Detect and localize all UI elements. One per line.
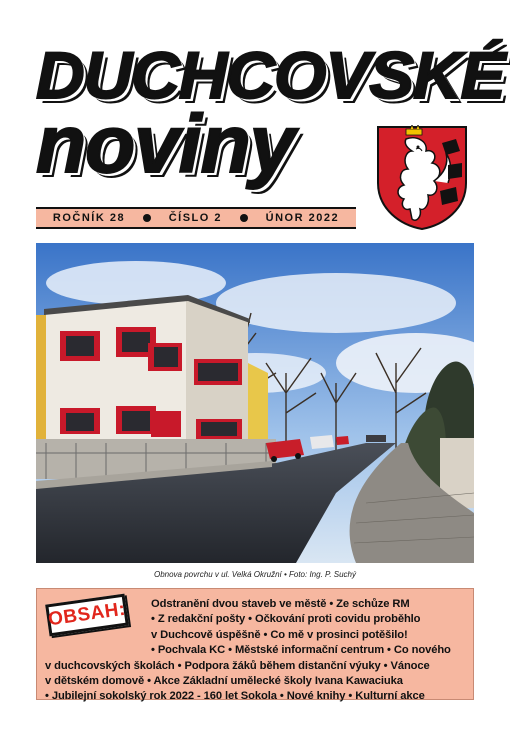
contents-line: v Duchcově úspěšně • Co mě v prosinci potěšilo! [151,628,408,641]
contents-line: • Z redakční pošty • Očkování proti covidu proběhlo [151,613,421,626]
contents-line: v duchcovských školách • Podpora žáků během distanční výuky • Vánoce [45,659,430,672]
cover-photo [36,243,474,563]
issue-number: ČÍSLO 2 [168,212,223,224]
contents-line: • Pochvala KC • Městské informační centrum • Co nového [151,644,451,657]
contents-line: v dětském domově • Akce Základní umělecké školy Ivana Kawaciuka [45,675,403,688]
contents-line: Odstranění dvou staveb ve městě • Ze schůze RM [151,598,410,610]
contents-box [36,588,474,703]
obsah-tag: OBSAH: [45,594,129,637]
coat-of-arms-icon [376,125,468,231]
photo-caption: Obnova povrchu v ul. Velká Okružní • Foto: Ing. P. Suchý [153,570,356,579]
issue-volume: ROČNÍK 28 [52,212,126,224]
issue-date: ÚNOR 2022 [265,212,340,224]
separator-dot-icon [143,214,151,222]
separator-dot-icon [240,214,248,222]
issue-info-bar [36,207,356,229]
contents-line: • Jubilejní sokolský rok 2022 - 160 let Sokola • Nové knihy • Kulturní akce [45,690,425,703]
title-noviny: noviny [36,99,295,190]
title-duchcovske: DUCHCOVSKÉ [36,38,505,112]
